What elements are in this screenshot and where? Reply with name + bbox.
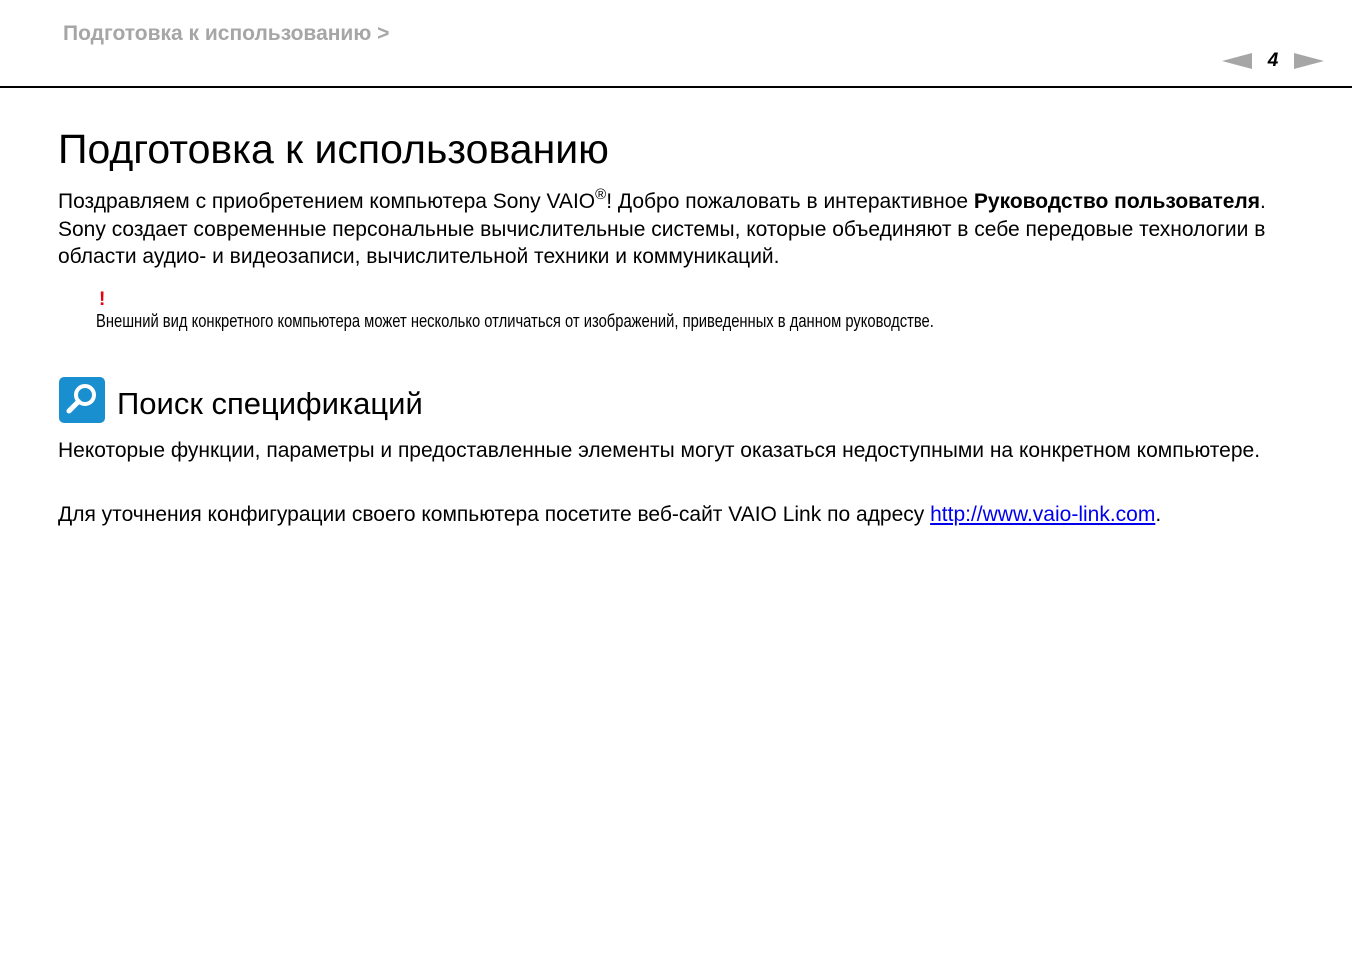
registered-trademark: ® [595, 186, 607, 203]
paragraph-2-text: Для уточнения конфигурации своего компьютера посетите веб-сайт VAIO Link по адресу [58, 503, 931, 526]
breadcrumb[interactable]: Подготовка к использованию > [63, 22, 390, 45]
paragraph-2-period: . [1155, 503, 1162, 526]
search-icon [59, 377, 105, 423]
intro-text-part1: Поздравляем с приобретением компьютера Sony VAIO [58, 190, 596, 213]
intro-text-part3: . Sony создает современные персональные вычислительные системы, которые объединяют в себе передовые технологии в области аудио- и видеозаписи, вычислительной техники и коммуникаций. [58, 190, 1266, 268]
header-divider [0, 86, 1352, 88]
page-title: Подготовка к использованию [58, 126, 609, 172]
page-navigation [1222, 50, 1324, 72]
intro-paragraph [58, 188, 1308, 271]
note-text: Внешний вид конкретного компьютера может несколько отличаться от изображений, приведенных в данном руководстве. [96, 311, 934, 331]
intro-bold-guide-name: Руководство пользователя [973, 190, 1261, 213]
previous-page-arrow-icon[interactable] [1222, 53, 1252, 69]
section-paragraph-2 [58, 501, 1318, 529]
section-paragraph-1: Некоторые функции, параметры и предоставленные элементы могут оказаться недоступными на конкретном компьютере. [58, 439, 1261, 462]
intro-text-part2: ! Добро пожаловать в интерактивное [606, 190, 974, 213]
section-title: Поиск спецификаций [117, 386, 423, 421]
note-exclamation-icon: ! [99, 289, 106, 310]
page-number: 4 [1267, 50, 1279, 71]
vaio-link-url[interactable]: http://www.vaio-link.com [930, 503, 1156, 526]
next-page-arrow-icon[interactable] [1294, 53, 1324, 69]
